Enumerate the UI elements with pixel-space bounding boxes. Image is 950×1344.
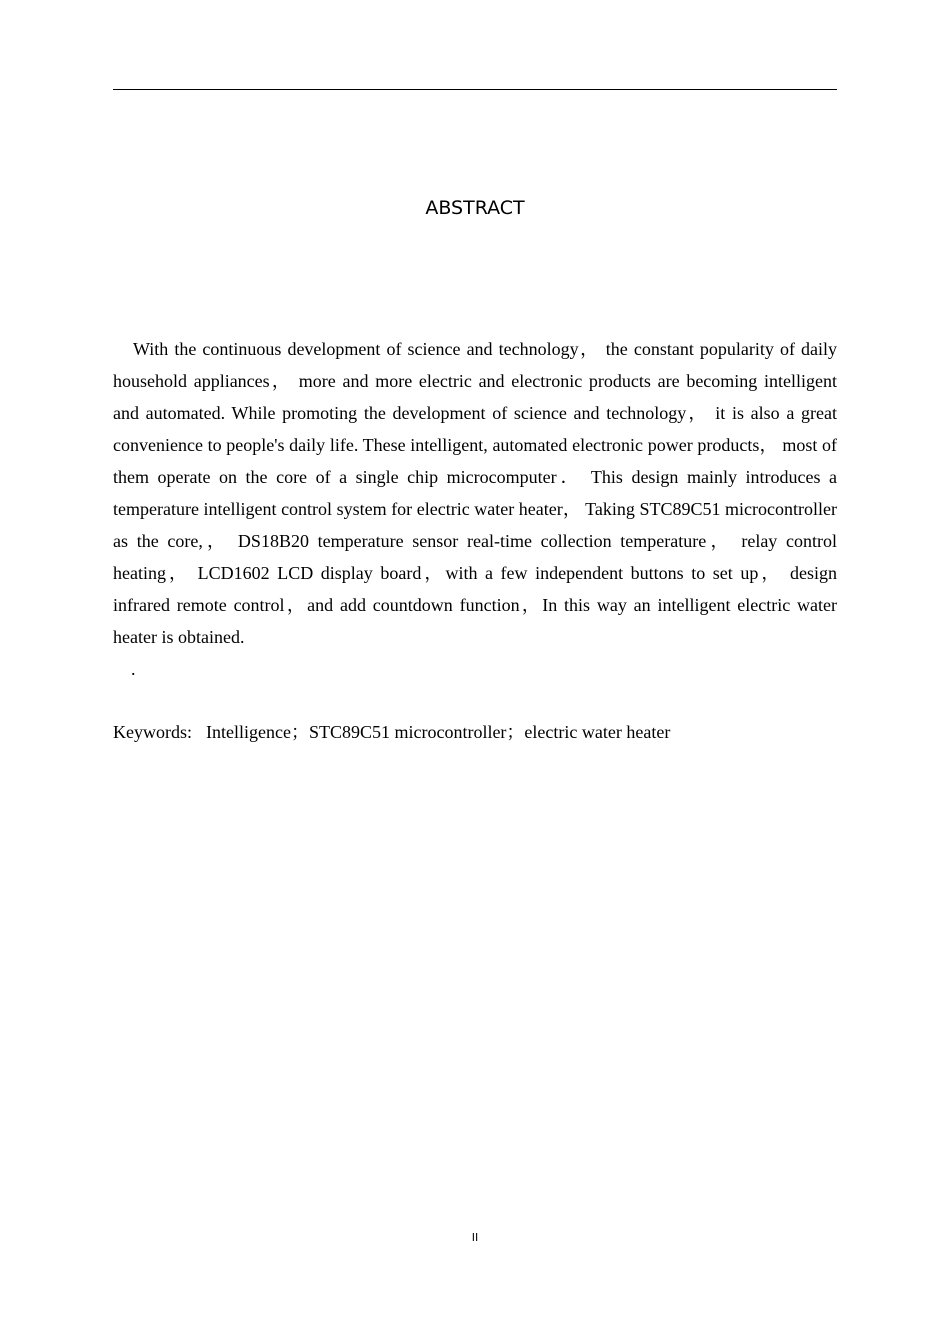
abstract-title: ABSTRACT bbox=[425, 197, 525, 219]
page-number: II bbox=[471, 1231, 479, 1244]
stray-period: . bbox=[131, 659, 136, 679]
keywords-line bbox=[113, 716, 837, 748]
header-rule bbox=[113, 89, 837, 90]
abstract-paragraph: With the continuous development of science and technology， the constant popularity of daily household appliances， more and more electric and electronic products are becoming intelligent and automated. While promoting the development of science and technology， it is also a great convenience to people's daily life. These intelligent, automated electronic power products， most of them operate on the core of a single chip microcomputer． This design mainly introduces a temperature intelligent control system for electric water heater， Taking STC89C51 microcontroller as the core,， DS18B20 temperature sensor real-time collection temperature， relay control heating， LCD1602 LCD display board，with a few independent buttons to set up， design infrared remote control，and add countdown function，In this way an intelligent electric water heater is obtained. bbox=[113, 339, 837, 647]
keywords-list: Intelligence；STC89C51 microcontroller；electric water heater bbox=[206, 722, 671, 742]
keywords-label: Keywords: bbox=[113, 722, 192, 742]
